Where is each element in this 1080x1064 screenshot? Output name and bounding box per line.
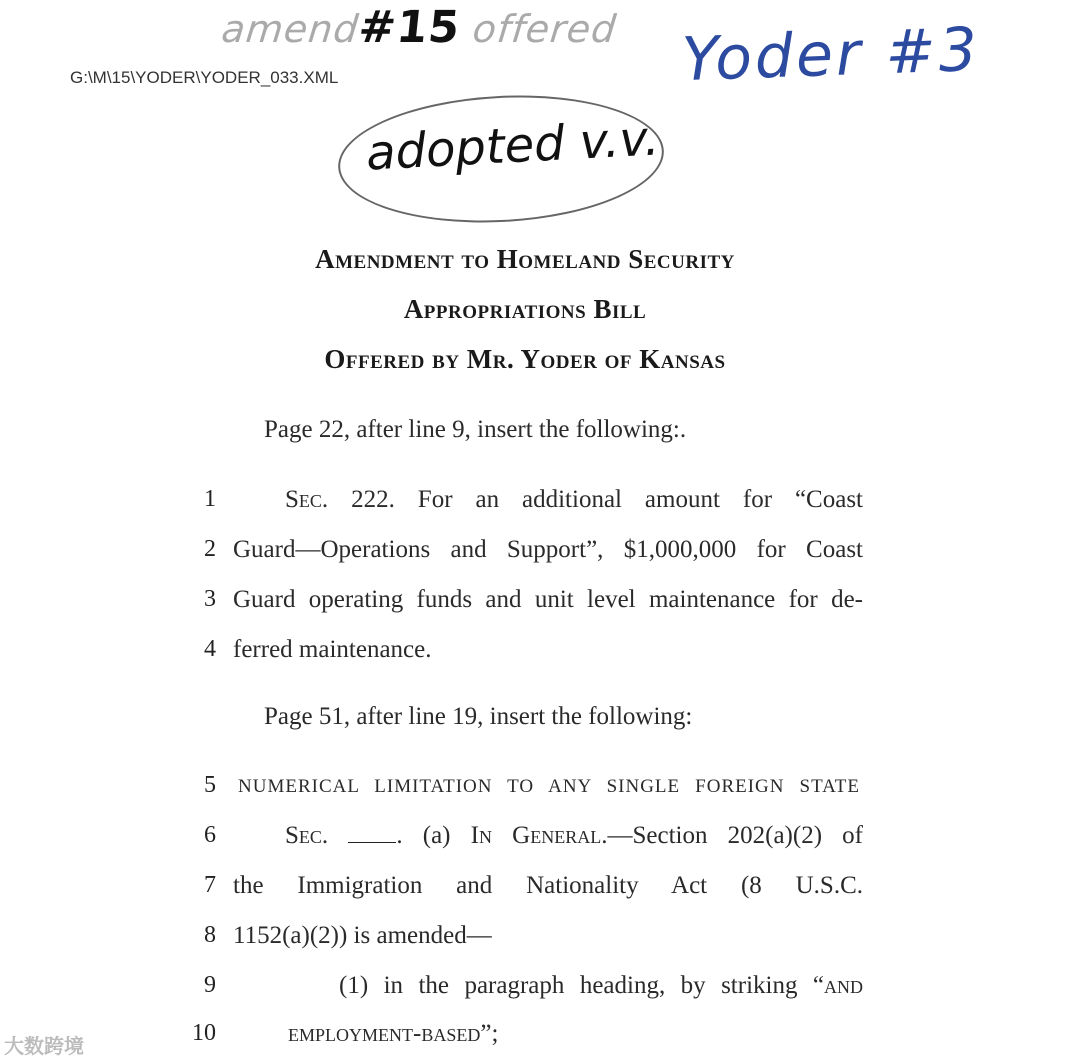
subsection-label: . (a)	[396, 822, 451, 849]
bill-line-1	[233, 486, 863, 514]
line-number: 8	[204, 922, 216, 948]
line-number: 1	[204, 486, 216, 512]
line-number: 6	[204, 822, 216, 848]
section-heading: NUMERICAL LIMITATION TO ANY SINGLE FOREIGN STATE	[238, 776, 860, 797]
pencil-offered-text: offered	[470, 7, 619, 51]
struck-phrase: employment-based	[288, 1020, 481, 1047]
instruction-page-22: Page 22, after line 9, insert the following:.	[264, 416, 687, 443]
line-number: 9	[204, 972, 216, 998]
section-label: Sec.	[285, 822, 329, 849]
line-number: 2	[204, 536, 216, 562]
bill-line-3: Guard operating funds and unit level maintenance for de-	[233, 586, 863, 613]
bill-line-6	[233, 822, 863, 850]
subsection-heading: In General.	[470, 822, 608, 849]
pencil-amend-text: amend	[219, 7, 362, 51]
line-number: 4	[204, 636, 216, 662]
title-line-3: Offered by Mr. Yoder of Kansas	[324, 344, 726, 374]
section-label: Sec.	[285, 486, 329, 513]
amendment-number: #15	[356, 2, 463, 53]
line-text: ”;	[480, 1020, 499, 1047]
line-number: 10	[192, 1020, 216, 1046]
title-line-2: Appropriations Bill	[403, 294, 647, 324]
bill-line-10	[288, 1020, 863, 1048]
file-path: G:\M\15\YODER\YODER_033.XML	[70, 68, 339, 87]
line-text: —Section 202(a)(2) of	[607, 822, 864, 849]
instruction-page-51: Page 51, after line 19, insert the following:	[264, 703, 693, 730]
bill-line-7: the Immigration and Nationality Act (8 U.S.C.	[233, 872, 863, 899]
section-number-blank	[348, 828, 396, 843]
bill-line-8: 1152(a)(2)) is amended—	[233, 922, 492, 949]
bill-line-9	[233, 972, 863, 1000]
bill-line-4: ferred maintenance.	[233, 636, 432, 663]
yoder-handwritten-note: Yoder #3	[680, 14, 982, 96]
struck-phrase: and	[824, 972, 863, 999]
adopted-handwritten-note: adopted v.v.	[364, 110, 661, 182]
line-number: 5	[204, 772, 216, 798]
line-number: 3	[204, 586, 216, 612]
line-number: 7	[204, 872, 216, 898]
bill-line-2: Guard—Operations and Support”, $1,000,000 for Coast	[233, 536, 863, 563]
line-text: (1) in the paragraph heading, by striking “	[339, 972, 824, 999]
title-line-1: Amendment to Homeland Security	[315, 244, 735, 274]
line-text: 222. For an additional amount for “Coast	[351, 486, 864, 513]
pencil-annotation	[219, 2, 619, 53]
watermark-logo: 大数跨境	[4, 1034, 84, 1058]
